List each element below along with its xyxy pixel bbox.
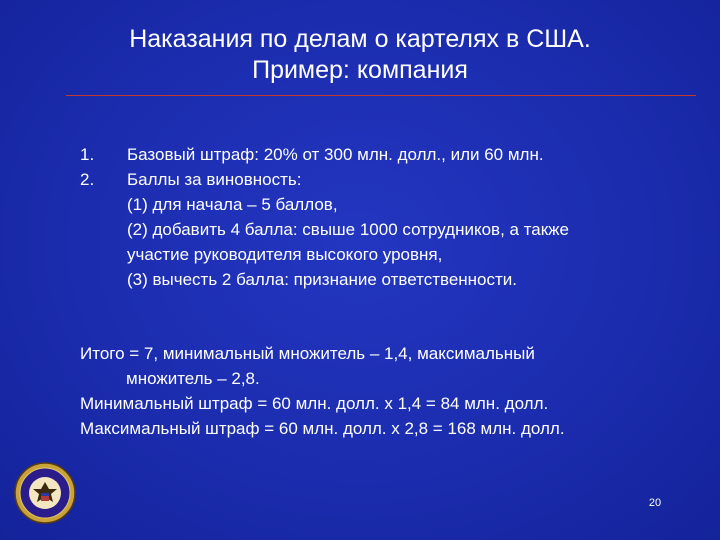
page-number: 20	[648, 497, 662, 509]
list-item-text: Базовый штраф: 20% от 300 млн. долл., или 60 млн.	[127, 145, 544, 164]
sub-item: (3) вычесть 2 балла: признание ответственности.	[127, 270, 518, 289]
title-line-2: Пример: компания	[252, 56, 468, 84]
summary-line-1-cont: множитель – 2,8.	[126, 369, 260, 388]
summary-block	[80, 341, 680, 441]
sub-item: участие руководителя высокого уровня,	[127, 245, 443, 264]
sub-item: (2) добавить 4 балла: свыше 1000 сотрудников, а также	[127, 220, 570, 239]
list-item-text: Баллы за виновность:	[127, 170, 302, 189]
list-item	[80, 167, 680, 192]
list-item-number: 1.	[80, 145, 95, 164]
summary-line-3: Максимальный штраф = 60 млн. долл. х 2,8 = 168 млн. долл.	[80, 419, 565, 438]
title-divider	[66, 95, 696, 96]
title-line-1: Наказания по делам о картелях в США.	[129, 25, 591, 53]
list-item-number: 2.	[80, 170, 95, 189]
summary-line-2: Минимальный штраф = 60 млн. долл. х 1,4 = 84 млн. долл.	[80, 394, 549, 413]
list-item	[80, 142, 680, 167]
numbered-list	[80, 142, 680, 292]
sub-item: (1) для начала – 5 баллов,	[127, 195, 338, 214]
doj-seal-icon	[14, 462, 76, 524]
summary-line-1: Итого = 7, минимальный множитель – 1,4, максимальный	[80, 344, 535, 363]
slide-title	[60, 24, 660, 86]
